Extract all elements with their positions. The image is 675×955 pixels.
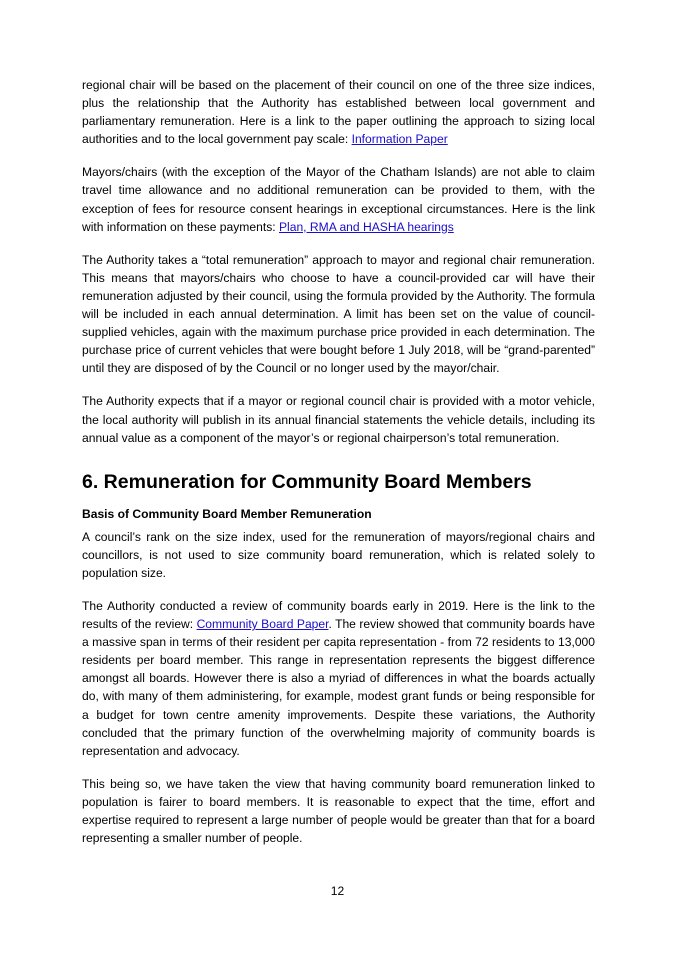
paragraph-text: . The review showed that community boards have a massive span in terms of their resident per capita representation - from 72 residents to 13,000 residents per board member. This range in representation represents the biggest difference amongst all boards. However there is also a myriad of differences in what the boards actually do, with many of them administering, for example, modest grant funds or being responsible for a budget for town centre amenity improvements. Despite these variations, the Authority concluded that the primary function of the overwhelming majority of community boards is representation and advocacy. <box>82 617 595 758</box>
subsection-heading: Basis of Community Board Member Remuneration <box>82 506 372 521</box>
paragraph-motor-vehicle: The Authority expects that if a mayor or regional council chair is provided with a motor vehicle, the local authority will publish in its annual financial statements the vehicle details, including its annual value as a component of the mayor’s or regional chairperson’s total remuneration. <box>82 394 595 445</box>
paragraph-text: The Authority conducted a review of community boards early in 2019. Here is the link to the results of the review: <box>82 598 595 632</box>
community-board-paper-link[interactable]: Community Board Paper <box>196 617 329 632</box>
hearings-link[interactable]: Plan, RMA and HASHA hearings <box>278 219 454 234</box>
paragraph-travel-allowance <box>82 163 595 235</box>
paragraph-size-index: A council’s rank on the size index, used for the remuneration of mayors/regional chairs and councillors, is not used to size community board remuneration, which is related solely to population size. <box>82 529 595 580</box>
paragraph-community-board-review <box>82 597 595 760</box>
paragraph-text: regional chair will be based on the placement of their council on one of the three size indices, plus the relationship that the Authority has established between local government and parliamentary remuneration. Here is a link to the paper outlining the approach to sizing local authorities and to the local government pay scale: <box>82 78 595 147</box>
section-heading: 6. Remuneration for Community Board Members <box>82 470 532 493</box>
page-number: 12 <box>330 884 345 898</box>
paragraph-text: Mayors/chairs (with the exception of the Mayor of the Chatham Islands) are not able to claim travel time allowance and no additional remuneration can be provided to them, with the exception of fees for resource consent hearings in exceptional circumstances. Here is the link with information on these payments: <box>82 165 595 234</box>
paragraph-population-link: This being so, we have taken the view that having community board remuneration linked to population is fairer to board members. It is reasonable to expect that the time, effort and expertise required to represent a large number of people would be greater than that for a board representing a smaller number of people. <box>82 776 595 846</box>
paragraph-total-remuneration: The Authority takes a “total remuneration” approach to mayor and regional chair remuneration. This means that mayors/chairs who choose to have a council-provided car will have their remuneration adjusted by their council, using the formula provided by the Authority. The formula will be included in each annual determination. A limit has been set on the value of council-supplied vehicles, again with the maximum purchase price provided in each determination. The purchase price of current vehicles that were bought before 1 July 2018, will be “grand-parented” until they are disposed of by the Council or no longer used by the mayor/chair. <box>82 252 595 376</box>
paragraph-size-indices <box>82 76 595 148</box>
information-paper-link[interactable]: Information Paper <box>351 132 448 147</box>
